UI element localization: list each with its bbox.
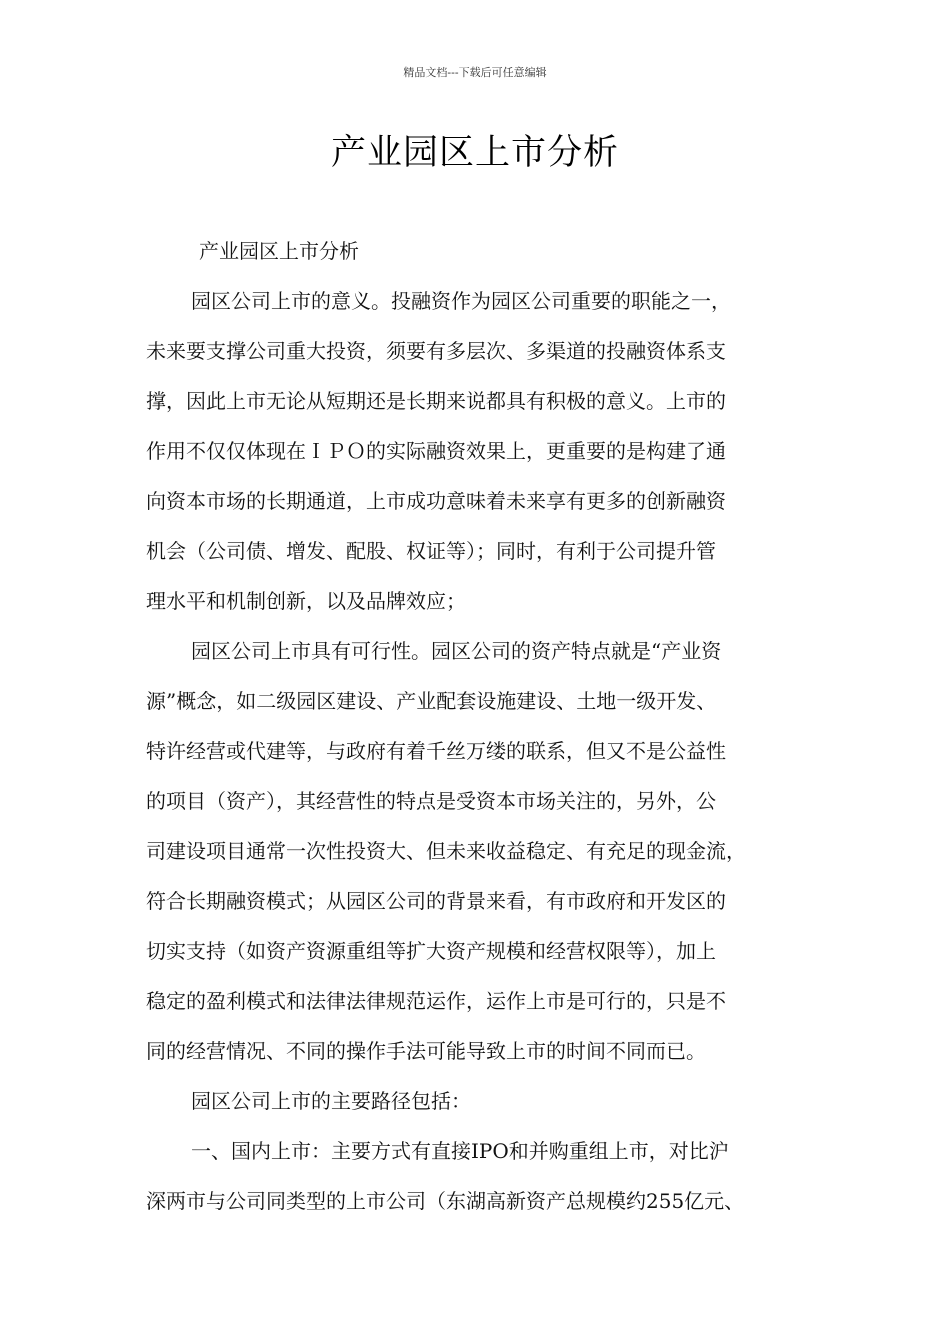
paragraph-1-line-3: 撑，因此上市无论从短期还是长期来说都具有积极的意义。上市的 [146,389,726,413]
paragraph-2-line-8: 稳定的盈利模式和法律法律规范运作，运作上市是可行的，只是不 [146,989,726,1013]
paragraph-3-line-1: 园区公司上市的主要路径包括： [191,1089,471,1113]
paragraph-2-line-5: 司建设项目通常一次性投资大、但未来收益稳定、有充足的现金流， [146,839,746,863]
paragraph-4-line-1: 一、国内上市：主要方式有直接IPO和并购重组上市，对比沪 [191,1139,729,1163]
paragraph-1-line-1: 园区公司上市的意义。投融资作为园区公司重要的职能之一， [191,289,731,313]
paragraph-2-line-9: 同的经营情况、不同的操作手法可能导致上市的时间不同而已。 [146,1039,706,1063]
paragraph-4-line-2: 深两市与公司同类型的上市公司（东湖高新资产总规模约255亿元、 [146,1189,745,1213]
paragraph-1-line-6: 机会（公司债、增发、配股、权证等）；同时，有利于公司提升管 [146,539,716,563]
paragraph-2-line-1: 园区公司上市具有可行性。园区公司的资产特点就是“产业资 [191,639,722,663]
paragraph-2-line-2: 源”概念，如二级园区建设、产业配套设施建设、土地一级开发、 [146,689,717,713]
subtitle: 产业园区上市分析 [199,239,359,263]
paragraph-2-line-3: 特许经营或代建等，与政府有着千丝万缕的联系，但又不是公益性 [146,739,726,763]
paragraph-1-line-2: 未来要支撑公司重大投资，须要有多层次、多渠道的投融资体系支 [146,339,726,363]
document-title: 产业园区上市分析 [330,133,619,173]
paragraph-1-line-7: 理水平和机制创新，以及品牌效应； [146,589,466,613]
paragraph-2-line-7: 切实支持（如资产资源重组等扩大资产规模和经营权限等），加上 [146,939,716,963]
paragraph-1-line-4: 作用不仅仅体现在ＩＰＯ的实际融资效果上，更重要的是构建了通 [146,439,726,463]
paragraph-1-line-5: 向资本市场的长期通道，上市成功意味着未来享有更多的创新融资 [146,489,726,513]
header-note: 精品文档---下载后可任意编辑 [403,66,547,79]
paragraph-2-line-6: 符合长期融资模式；从园区公司的背景来看，有市政府和开发区的 [146,889,726,913]
paragraph-2-line-4: 的项目（资产），其经营性的特点是受资本市场关注的，另外，公 [146,789,716,813]
